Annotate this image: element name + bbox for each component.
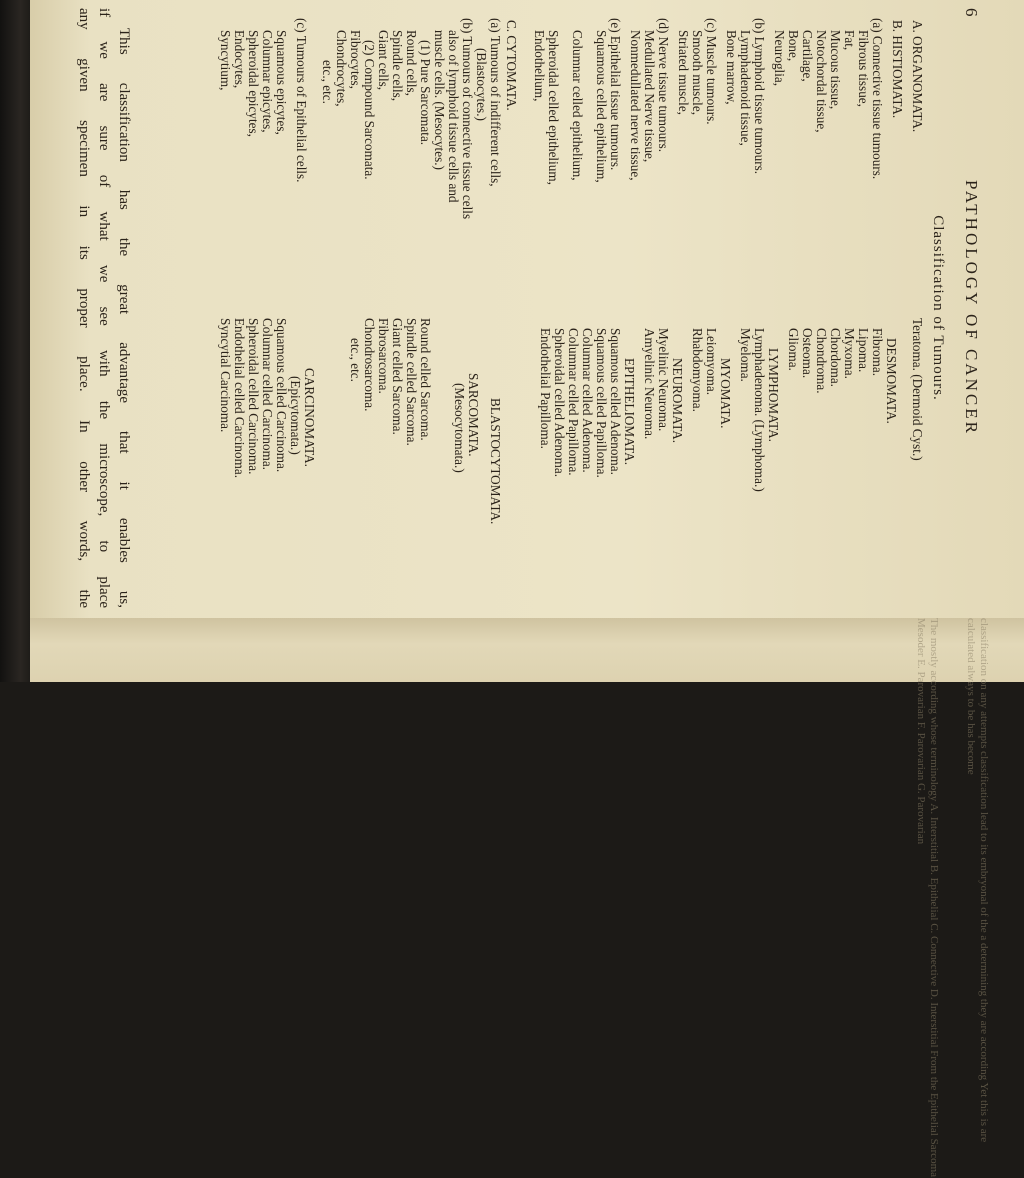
classification-entry: Spheroidal epicytes,: [246, 30, 261, 137]
classification-entry: Myelinic Neuroma.: [656, 328, 671, 432]
classification-entry: LYMPHOMATA.: [766, 348, 781, 442]
classification-entry: Columnar celled Papilloma.: [566, 328, 581, 476]
facing-page-bleed-text: The mostly according whose terminology A. Interstitial B. Epithelial C. Connective D. Interstitial From the Epithelial Sarcoma Mesoder E. Parovarian F. Parovarian G. Parovarian: [915, 618, 940, 1178]
classification-entry: Giant celled Sarcoma.: [390, 318, 405, 435]
classification-entry: SARCOMATA.: [466, 373, 481, 457]
paragraph-line: This classification has the great advantage that it enables us,: [116, 28, 132, 608]
classification-entry: (Blastocytes.): [474, 48, 489, 121]
classification-entry: Fibrosarcoma.: [376, 318, 391, 394]
classification-entry: Columnar celled Adenoma.: [580, 328, 595, 473]
classification-entry: Fat,: [842, 30, 857, 51]
classification-entry: Endothelium,: [532, 30, 547, 102]
classification-entry: Fibroma.: [870, 328, 885, 376]
classification-entry: (Epicytomata.): [288, 376, 303, 455]
classification-entry: Myeloma.: [738, 328, 753, 382]
classification-entry: also of lymphoid tissue cells and: [446, 30, 461, 203]
classification-entry: EPITHELIOMATA.: [622, 358, 637, 465]
paragraph-line: if we are sure of what we see with the microscope, to place: [96, 8, 112, 608]
classification-entry: Teratoma. (Dermoid Cyst.): [910, 318, 925, 461]
classification-entry: (b) Tumours of connective tissue cells: [460, 18, 475, 220]
classification-entry: Spindle cells,: [390, 30, 405, 102]
classification-entry: Spheroidal celled Adenoma.: [552, 328, 567, 478]
rotated-page-content: [70, 8, 980, 608]
classification-entry: Osteoma.: [800, 328, 815, 379]
classification-entry: DESMOMATA.: [884, 338, 899, 424]
classification-entry: Spheroidal celled Carcinoma.: [246, 318, 261, 475]
classification-entry: Squamous epicytes,: [274, 30, 289, 135]
classification-entry: Rhabdomyoma.: [690, 328, 705, 412]
classification-entry: Columnar celled Carcinoma.: [260, 318, 275, 470]
classification-entry: Mucous tissue,: [828, 30, 843, 110]
classification-entry: Columnar epicytes,: [260, 30, 275, 133]
classification-entry: C. CYTOMATA.: [504, 20, 519, 111]
classification-entry: Squamous celled Adenoma.: [608, 328, 623, 475]
classification-entry: A. ORGANOMATA.: [910, 20, 925, 133]
classification-entry: Striated muscle,: [676, 30, 691, 115]
classification-entry: Squamous celled Carcinoma.: [274, 318, 289, 473]
classification-entry: (a) Tumours of indifferent cells,: [488, 18, 503, 187]
book-spine: [0, 0, 34, 682]
classification-entry: Round celled Sarcoma.: [418, 318, 433, 441]
page-number: 6: [962, 8, 981, 17]
facing-page-bleed-text: classification on any attempts classification lead to its embryonal of the a determining they are according Yet this is are calculated always to be has become: [965, 618, 990, 1143]
classification-entry: Nonmedullated nerve tissue,: [628, 30, 643, 181]
classification-entry: Squamous celled epithelium,: [594, 30, 609, 183]
classification-entry: Myxoma.: [842, 328, 857, 379]
classification-entry: (2) Compound Sarcomata.: [362, 40, 377, 180]
classification-entry: Bone,: [786, 30, 801, 62]
classification-entry: Endothelial celled Carcinoma.: [232, 318, 247, 479]
classification-entry: (d) Nerve tissue tumours.: [656, 18, 671, 153]
classification-entry: Lymphadenoma. (Lymphoma.): [752, 328, 767, 492]
classification-entry: Fibrous tissue,: [856, 30, 871, 107]
classification-entry: Spheroidal celled epithelium,: [546, 30, 561, 185]
classification-entry: Bone marrow,: [724, 30, 739, 105]
classification-entry: etc., etc.: [320, 60, 335, 104]
classification-entry: (Mesocytomata.): [452, 383, 467, 473]
classification-entry: etc., etc.: [348, 338, 363, 382]
classification-entry: Syncytial Carcinoma.: [218, 318, 233, 433]
classification-entry: Smooth muscle,: [690, 30, 705, 115]
classification-entry: BLASTOCYTOMATA.: [488, 398, 503, 525]
classification-entry: Endocytes,: [232, 30, 247, 89]
classification-entry: Syncytium,: [218, 30, 233, 91]
classification-entry: (b) Lymphoid tissue tumours.: [752, 18, 767, 175]
classification-entry: Chondrocytes,: [334, 30, 349, 107]
classification-entry: Cartilage,: [800, 30, 815, 82]
classification-entry: CARCINOMATA.: [302, 368, 317, 467]
classification-entry: MYOMATA.: [718, 358, 733, 429]
classification-entry: Chondroma.: [814, 328, 829, 394]
running-title: PATHOLOGY OF CANCER: [962, 180, 981, 436]
classification-entry: (e) Epithelial tissue tumours.: [608, 18, 623, 171]
body-paragraph: [74, 8, 134, 608]
classification-entry: Neuroglia,: [772, 30, 787, 87]
classification-entry: Glioma.: [786, 328, 801, 371]
classification-entry: Lymphadenoid tissue,: [738, 30, 753, 146]
book-page: [30, 0, 1024, 620]
running-head: [956, 8, 981, 608]
facing-page: [30, 618, 1024, 1178]
classification-entry: Chondrosarcoma.: [362, 318, 377, 412]
classification-entry: Lipoma.: [856, 328, 871, 373]
classification-entry: (a) Connective tissue tumours.: [870, 18, 885, 180]
classification-entry: Squamous celled Papilloma.: [594, 328, 609, 478]
classification-entry: (c) Tumours of Epithelial cells.: [294, 18, 309, 183]
classification-entry: Notochordal tissue,: [814, 30, 829, 133]
classification-entry: Giant cells,: [376, 30, 391, 91]
paragraph-line: any given specimen in its proper place. In other words, the: [76, 8, 92, 608]
classification-entry: (c) Muscle tumours.: [704, 18, 719, 125]
classification-entry: muscle cells. (Mesocytes.): [432, 30, 447, 170]
classification-entry: Fibrocytes,: [348, 30, 363, 89]
classification-entry: (1) Pure Sarcomata.: [418, 40, 433, 146]
classification-entry: Amyelinic Neuroma.: [642, 328, 657, 440]
classification-entry: B. HISTIOMATA.: [890, 20, 905, 119]
classification-entry: Medullated Nerve tissue,: [642, 30, 657, 163]
classification-entry: Spindle celled Sarcoma.: [404, 318, 419, 446]
classification-title: Classification of Tumours.: [930, 215, 946, 401]
classification-entry: NEUROMATA.: [670, 358, 685, 444]
classification-entry: Leiomyoma.: [704, 328, 719, 396]
classification-entry: Endothelial Papilloma.: [538, 328, 553, 449]
classification-entry: Round cells,: [404, 30, 419, 96]
classification-entry: Columnar celled epithelium,: [570, 30, 585, 181]
classification-entry: Chordoma.: [828, 328, 843, 387]
